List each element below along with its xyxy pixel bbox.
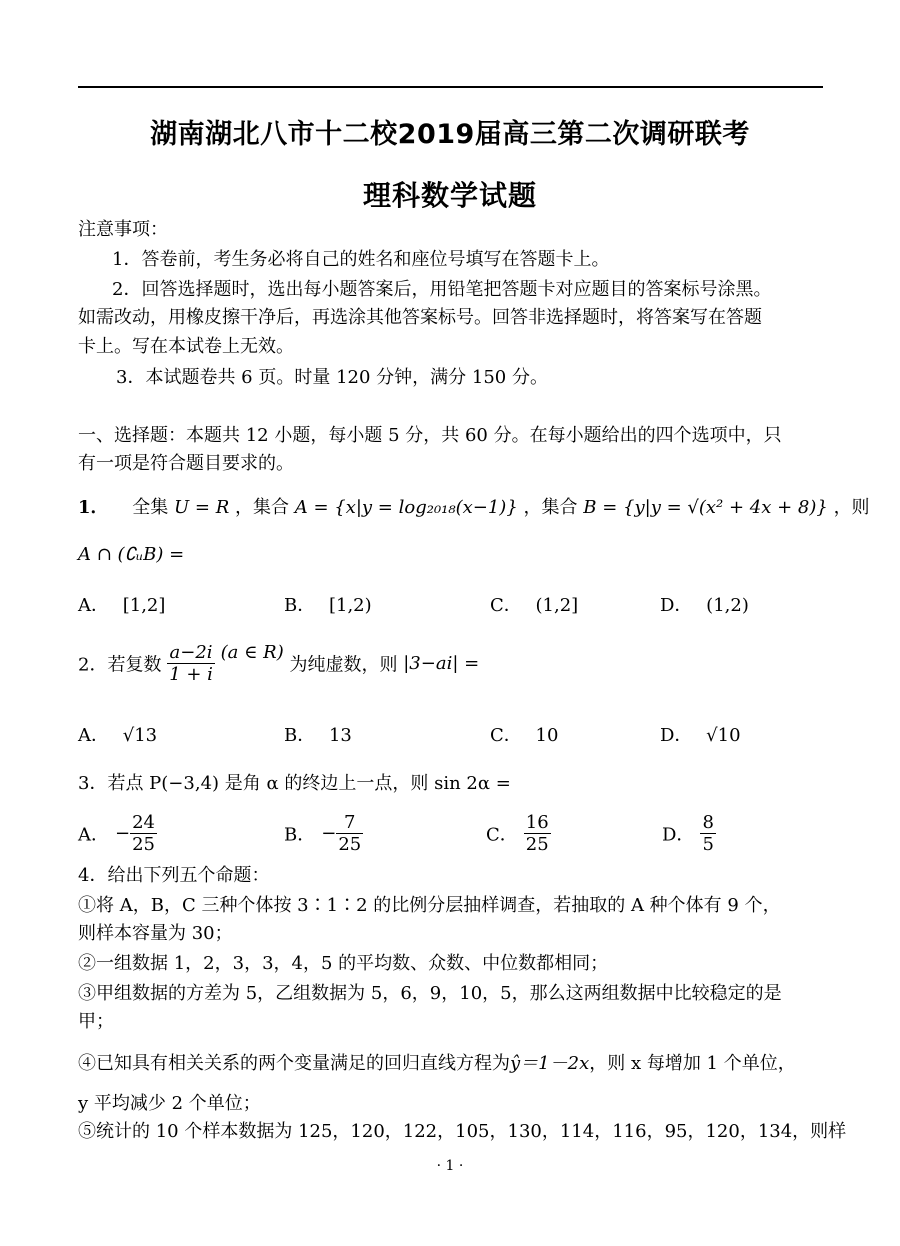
q3-option-a: A． − $\frac{24}{25}$ <box>78 812 155 855</box>
statement-4: ④已知具有相关关系的两个变量满足的回归直线方程为ŷ＝1－2x，则 x 每增加 1 个单位， <box>78 1053 796 1074</box>
q3-option-c: C． $\frac{16}{25}$ <box>486 812 549 855</box>
q1-option-c: C． (1,2] <box>490 595 579 616</box>
math-expr: U = R <box>174 497 230 518</box>
q2-option-a: A． √13 <box>78 725 158 746</box>
math-expr: A ∩ (∁ᵤB) = <box>78 544 185 565</box>
math-expr: ŷ＝1－2x <box>510 1053 590 1074</box>
math-expr: |3−ai| = <box>403 653 480 674</box>
statement-2: ②一组数据 1，2，3，3，4，5 的平均数、众数、中位数都相同； <box>78 953 609 974</box>
question-3: 3．若点 P(−3,4) 是角 α 的终边上一点，则 sin 2α = <box>78 773 511 794</box>
q1-option-d: D． (1,2) <box>660 595 749 616</box>
notice-heading: 注意事项： <box>78 219 168 240</box>
q3-option-b: B． − $\frac{7}{25}$ <box>284 812 362 855</box>
statement-5: ⑤统计的 10 个样本数据为 125，120，122，105，130，114，116，95，120，134，则样 <box>78 1121 847 1142</box>
question-4: 4．给出下列五个命题： <box>78 865 270 886</box>
statement-3-cont: 甲； <box>78 1011 114 1032</box>
q2-option-d: D． √10 <box>660 725 741 746</box>
math-expr: A = {x|y = log₂₀₁₈(x−1)} <box>294 497 518 518</box>
statement-1-cont: 则样本容量为 30； <box>78 923 233 944</box>
notice-item-2-cont: 如需改动，用橡皮擦干净后，再选涂其他答案标号。回答非选择题时，将答案写在答题 <box>78 307 762 328</box>
notice-item-1: 1．答卷前，考生务必将自己的姓名和座位号填写在答题卡上。 <box>112 249 610 270</box>
notice-item-2-end: 卡上。写在本试卷上无效。 <box>78 336 294 357</box>
page-number: · 1 · <box>436 1158 464 1174</box>
section-heading: 一、选择题：本题共 12 小题，每小题 5 分，共 60 分。在每小题给出的四个选项中，只 <box>78 425 782 446</box>
statement-3: ③甲组数据的方差为 5，乙组数据为 5，6，9，10，5，那么这两组数据中比较稳定的是 <box>78 983 782 1004</box>
header-rule <box>78 86 823 88</box>
math-expr: B = {y|y = √(x² + 4x + 8)} <box>583 497 828 518</box>
q1-option-a: A． [1,2] <box>78 595 166 616</box>
notice-item-3: 3．本试题卷共 6 页。时量 120 分钟，满分 150 分。 <box>116 367 548 388</box>
exam-title: 湖南湖北八市十二校2019届高三第二次调研联考 <box>150 119 750 150</box>
q1-option-b: B． [1,2) <box>284 595 372 616</box>
section-heading-cont: 有一项是符合题目要求的。 <box>78 453 294 474</box>
notice-item-2: 2．回答选择题时，选出每小题答案后，用铅笔把答题卡对应题目的答案标号涂黑。 <box>112 279 772 300</box>
statement-4-cont: y 平均减少 2 个单位； <box>78 1093 261 1114</box>
question-number: 1． <box>78 497 109 518</box>
q2-option-c: C． 10 <box>490 725 559 746</box>
q2-option-b: B． 13 <box>284 725 352 746</box>
math-fraction: $\frac{a-2i}{1 + i}$ <box>169 642 213 685</box>
question-1: 1． 全集 U = R ，集合 A = {x|y = log₂₀₁₈(x−1)} ，集合 B = {y|y = √(x² + 4x + 8)} ，则 <box>78 497 870 518</box>
statement-1: ①将 A，B，C 三种个体按 3∶1∶2 的比例分层抽样调查，若抽取的 A 种个体有 9 个， <box>78 895 781 916</box>
q3-option-d: D． $\frac{8}{5}$ <box>662 812 714 855</box>
exam-subtitle: 理科数学试题 <box>362 179 537 212</box>
question-2: 2．若复数 $\frac{a-2i}{1 + i}$ (a ∈ R) 为纯虚数，则 |3−ai| = <box>78 642 480 685</box>
